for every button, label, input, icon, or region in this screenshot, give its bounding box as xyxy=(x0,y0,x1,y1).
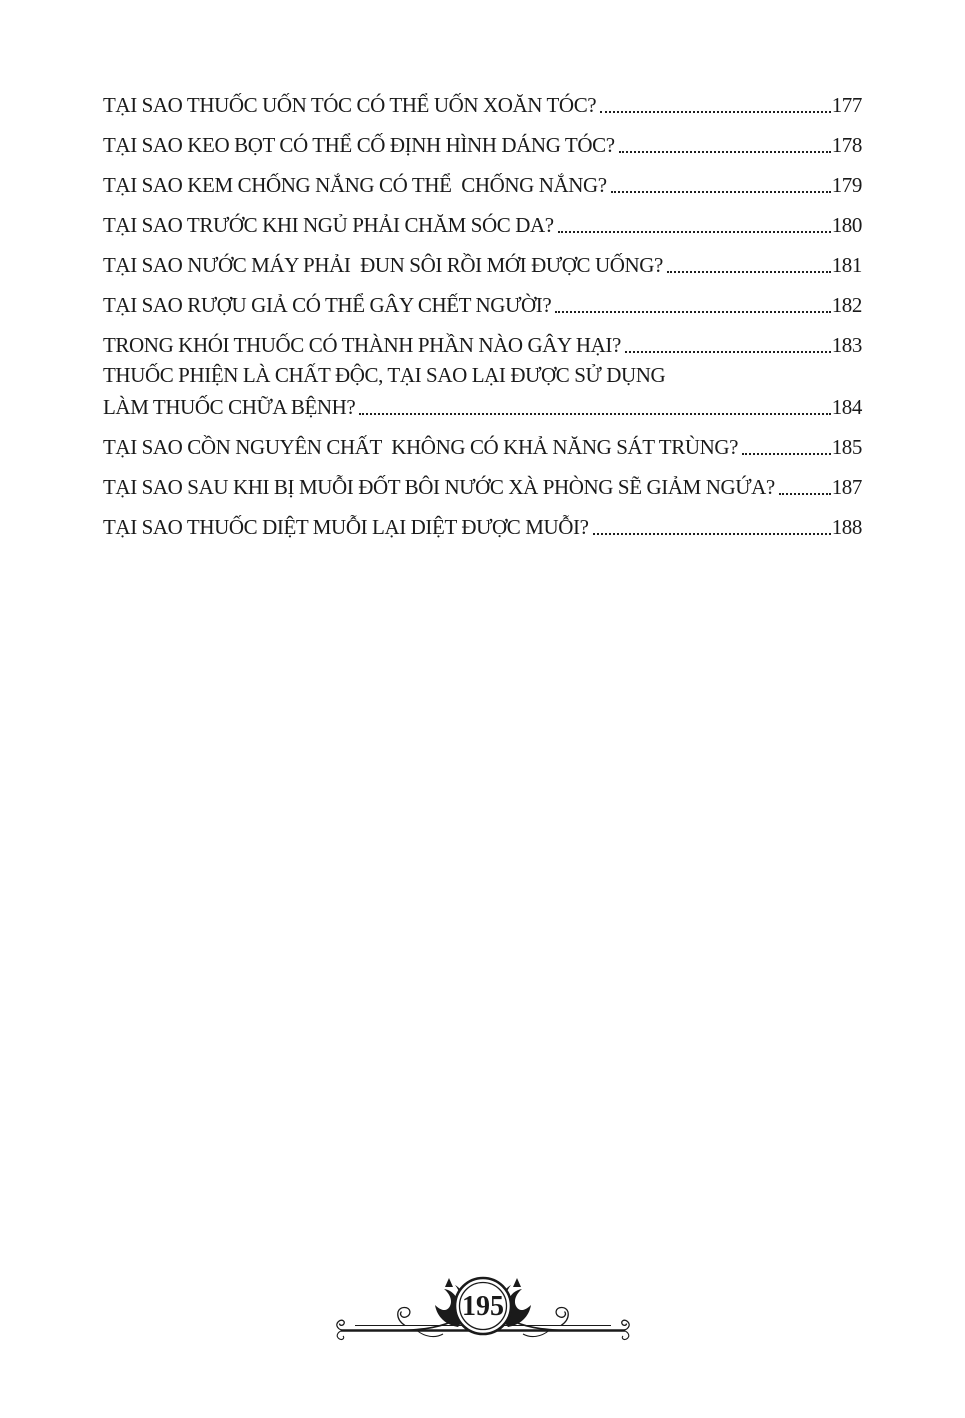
dotted-leader xyxy=(625,351,831,353)
toc-entry-pagenum: 188 xyxy=(831,515,862,539)
table-of-contents xyxy=(103,78,862,540)
toc-entry-label: TẠI SAO RƯỢU GIẢ CÓ THỂ GÂY CHẾT NGƯỜI? xyxy=(103,293,552,317)
toc-entry xyxy=(103,78,862,118)
toc-entry-pagenum: 183 xyxy=(831,333,862,357)
dotted-leader xyxy=(359,413,830,415)
dotted-leader xyxy=(611,191,831,193)
dotted-leader xyxy=(593,533,831,535)
toc-entry-label: TẠI SAO THUỐC UỐN TÓC CÓ THỂ UỐN XOĂN TÓC? xyxy=(103,93,597,117)
dotted-leader xyxy=(558,231,831,233)
page-number: 195 xyxy=(461,1291,504,1322)
dotted-leader xyxy=(600,111,830,113)
toc-entry-label: TẠI SAO THUỐC DIỆT MUỖI LẠI DIỆT ĐƯỢC MUỖI? xyxy=(103,515,589,539)
toc-entry-pagenum: 180 xyxy=(831,213,862,237)
dotted-leader xyxy=(555,311,830,313)
toc-entry-label: TRONG KHÓI THUỐC CÓ THÀNH PHẦN NÀO GÂY HẠI? xyxy=(103,333,621,357)
page-number-circle xyxy=(455,1278,511,1334)
toc-entry-pagenum: 185 xyxy=(831,435,862,459)
toc-entry-pagenum: 177 xyxy=(831,93,862,117)
toc-entry xyxy=(103,460,862,500)
toc-entry-label-line2: LÀM THUỐC CHỮA BỆNH? xyxy=(103,395,356,419)
toc-entry xyxy=(103,500,862,540)
toc-entry xyxy=(103,158,862,198)
toc-entry-label: TẠI SAO KEO BỌT CÓ THỂ CỐ ĐỊNH HÌNH DÁNG TÓC? xyxy=(103,133,615,157)
toc-entry-label: TẠI SAO NƯỚC MÁY PHẢI ĐUN SÔI RỒI MỚI ĐƯỢC UỐNG? xyxy=(103,253,663,277)
ornament-flourish-svg xyxy=(333,1256,633,1366)
toc-entry xyxy=(103,238,862,278)
toc-entry xyxy=(103,118,862,158)
toc-entry-pagenum: 179 xyxy=(831,173,862,197)
dotted-leader xyxy=(779,493,831,495)
toc-entry xyxy=(103,318,862,358)
toc-entry xyxy=(103,420,862,460)
toc-entry-pagenum: 187 xyxy=(831,475,862,499)
page-footer-ornament xyxy=(333,1256,633,1366)
toc-entry-pagenum: 181 xyxy=(831,253,862,277)
toc-entry-pagenum: 182 xyxy=(831,293,862,317)
toc-entry-label: TẠI SAO SAU KHI BỊ MUỖI ĐỐT BÔI NƯỚC XÀ PHÒNG SẼ GIẢM NGỨA? xyxy=(103,475,775,499)
toc-entry-label: TẠI SAO CỒN NGUYÊN CHẤT KHÔNG CÓ KHẢ NĂNG SÁT TRÙNG? xyxy=(103,435,739,459)
toc-entry-pagenum: 184 xyxy=(831,395,862,419)
toc-entry-pagenum: 178 xyxy=(831,133,862,157)
dotted-leader xyxy=(667,271,831,273)
toc-entry xyxy=(103,198,862,238)
toc-entry-two-line xyxy=(103,358,862,420)
toc-entry-label-line1: THUỐC PHIỆN LÀ CHẤT ĐỘC, TẠI SAO LẠI ĐƯỢC SỬ DỤNG xyxy=(103,363,666,387)
toc-entry xyxy=(103,278,862,318)
toc-entry-label: TẠI SAO TRƯỚC KHI NGỦ PHẢI CHĂM SÓC DA? xyxy=(103,213,554,237)
dotted-leader xyxy=(742,453,831,455)
toc-entry-label: TẠI SAO KEM CHỐNG NẮNG CÓ THỂ CHỐNG NẮNG? xyxy=(103,173,607,197)
dotted-leader xyxy=(619,151,831,153)
